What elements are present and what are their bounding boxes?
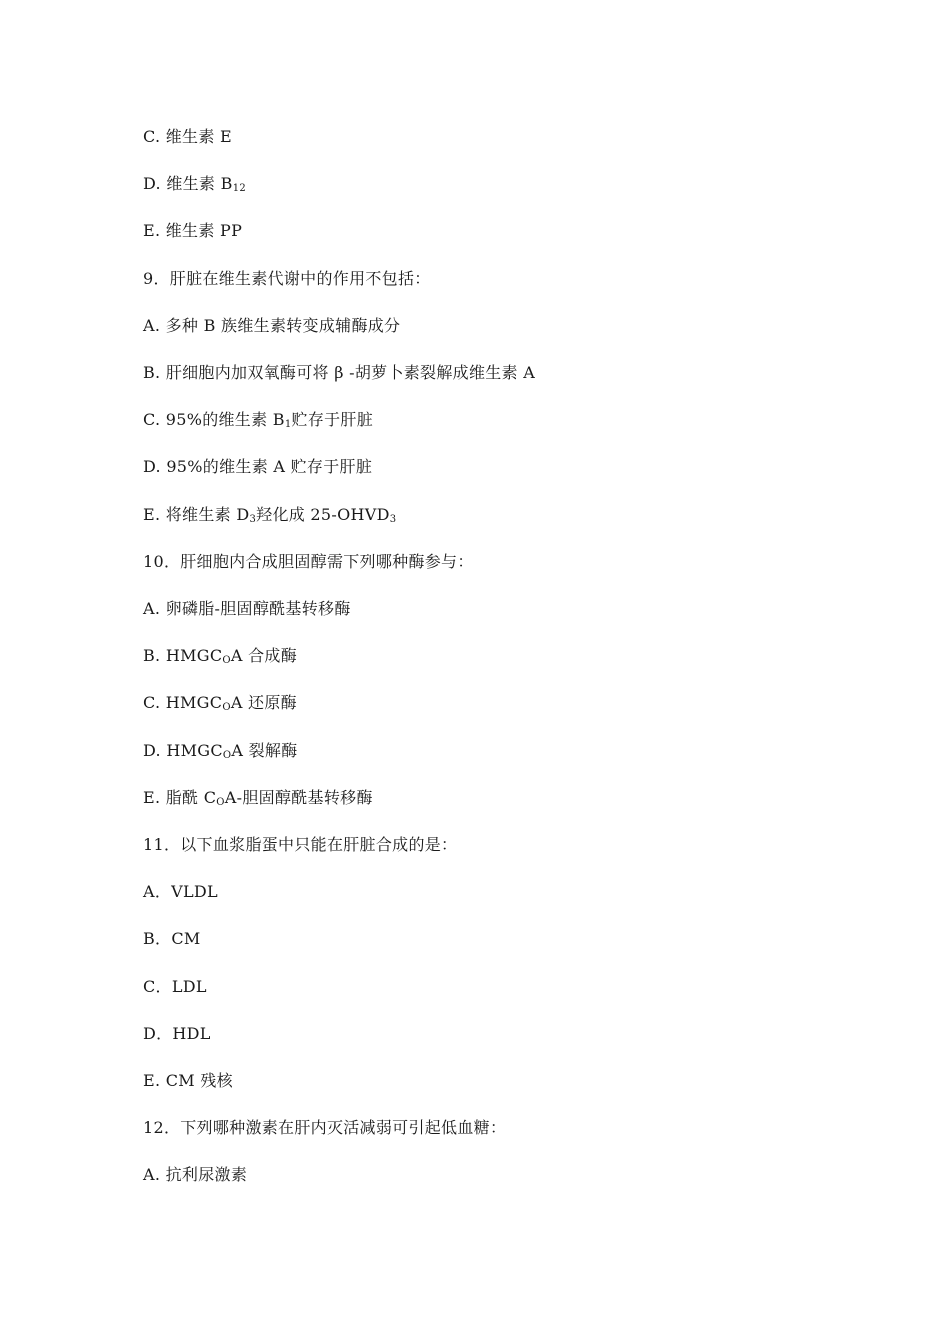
line-text: 12．下列哪种激素在肝内灭活减弱可引起低血糖： xyxy=(143,1118,507,1138)
line-text: 11．以下血浆脂蛋中只能在肝脏合成的是： xyxy=(143,835,458,854)
line-text: A 还原酶 xyxy=(230,693,297,713)
text-line xyxy=(143,267,431,291)
line-text: B．CM xyxy=(143,929,201,949)
line-text: C．LDL xyxy=(143,976,207,996)
text-line xyxy=(143,172,246,196)
line-text: D. 95%的维生素 A 贮存于肝脏 xyxy=(143,457,373,477)
text-line xyxy=(143,1116,506,1140)
line-text: 10．肝细胞内合成胆固醇需下列哪种酶参与： xyxy=(143,551,474,571)
text-line xyxy=(143,314,400,338)
text-line xyxy=(143,550,474,574)
subscript-text: O xyxy=(222,749,232,761)
text-line xyxy=(143,1069,233,1093)
line-text: A．VLDL xyxy=(143,882,218,902)
text-line xyxy=(143,455,372,479)
subscript-text: 1 xyxy=(284,419,292,431)
line-text: C. 95%的维生素 B xyxy=(143,410,285,430)
line-text: E. 脂酰 C xyxy=(143,787,217,807)
text-line xyxy=(143,786,373,810)
line-text: 贮存于肝脏 xyxy=(291,410,374,430)
line-text: 羟化成 25-OHVD xyxy=(256,504,390,524)
line-text: B. HMGC xyxy=(143,646,223,666)
text-line xyxy=(143,597,351,621)
text-line xyxy=(143,975,207,999)
subscript-text: 3 xyxy=(389,513,397,525)
line-text: B. 肝细胞内加双氧酶可将 β -胡萝卜素裂解成维生素 A xyxy=(143,363,536,382)
subscript-text: 3 xyxy=(249,513,257,525)
line-text: C. HMGC xyxy=(143,693,223,713)
line-text: D. 维生素 B xyxy=(143,174,233,194)
line-text: E. CM 残核 xyxy=(143,1071,233,1090)
line-text: C. 维生素 E xyxy=(143,127,233,146)
line-text: D．HDL xyxy=(143,1023,211,1043)
text-line xyxy=(143,219,242,243)
line-text: D. HMGC xyxy=(143,740,223,760)
subscript-text: O xyxy=(216,796,225,808)
text-line xyxy=(143,927,201,951)
subscript-text: O xyxy=(222,702,231,714)
line-text: A 裂解酶 xyxy=(231,740,298,760)
text-line xyxy=(143,1022,211,1046)
subscript-text: 12 xyxy=(232,183,247,195)
text-line xyxy=(143,644,297,668)
text-line xyxy=(143,1163,247,1187)
line-text: A. 卵磷脂-胆固醇酰基转移酶 xyxy=(143,599,351,618)
line-text: A-胆固醇酰基转移酶 xyxy=(224,787,373,807)
line-text: A. 多种 B 族维生素转变成辅酶成分 xyxy=(143,315,401,335)
line-text: 9．肝脏在维生素代谢中的作用不包括： xyxy=(143,268,431,288)
text-line xyxy=(143,361,535,385)
text-line xyxy=(143,739,298,763)
text-line xyxy=(143,691,297,715)
line-text: A 合成酶 xyxy=(230,646,298,666)
text-line xyxy=(143,408,373,432)
line-text: E. 维生素 PP xyxy=(143,221,243,241)
text-line xyxy=(143,880,218,904)
text-line xyxy=(143,125,232,149)
text-line xyxy=(143,833,457,857)
subscript-text: O xyxy=(222,655,231,667)
line-text: E. 将维生素 D xyxy=(143,504,250,524)
line-text: A. 抗利尿激素 xyxy=(143,1165,248,1185)
text-line xyxy=(143,503,396,527)
